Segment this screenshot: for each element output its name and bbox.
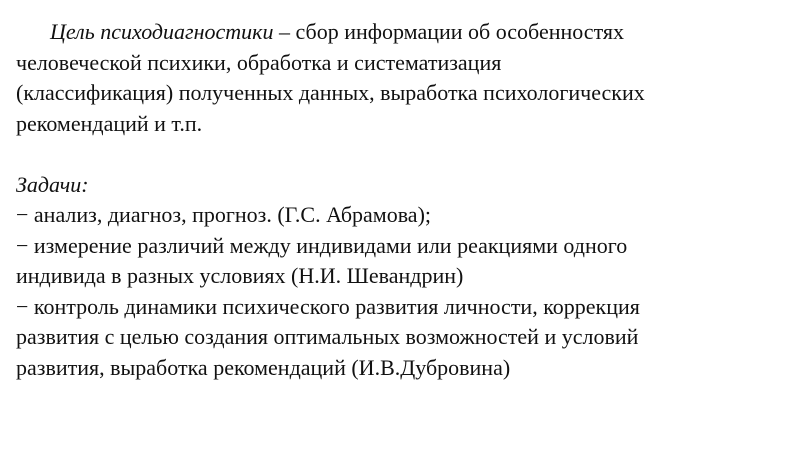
goal-term: Цель психодиагностики — [50, 19, 274, 44]
task-item — [16, 292, 780, 384]
goal-paragraph — [16, 17, 780, 139]
goal-line-1 — [16, 17, 780, 48]
task-line: развития с целью создания оптимальных возможностей и условий — [16, 324, 639, 349]
task-line: − контроль динамики психического развития личности, коррекция — [16, 293, 640, 319]
goal-text-line: рекомендаций и т.п. — [16, 110, 203, 136]
goal-text-line: сбор информации об особенностях — [295, 19, 625, 44]
task-line: − анализ, диагноз, прогноз. (Г.С. Абрамова); — [16, 202, 432, 227]
task-item — [16, 231, 780, 292]
tasks-section — [16, 170, 780, 384]
task-line: индивида в разных условиях (Н.И. Шевандрин) — [16, 263, 464, 288]
task-line: − измерение различий между индивидами или реакциями одного — [16, 232, 628, 258]
goal-dash: – — [273, 19, 296, 44]
goal-text-line: (классификация) полученных данных, выработка психологических — [16, 80, 645, 105]
task-line: развития, выработка рекомендаций (И.В.Дубровина) — [16, 354, 511, 380]
paragraph-spacer — [16, 139, 780, 170]
goal-text-line: человеческой психики, обработка и систематизация — [16, 49, 502, 75]
task-item — [16, 200, 780, 231]
tasks-heading: Задачи: — [16, 171, 89, 197]
